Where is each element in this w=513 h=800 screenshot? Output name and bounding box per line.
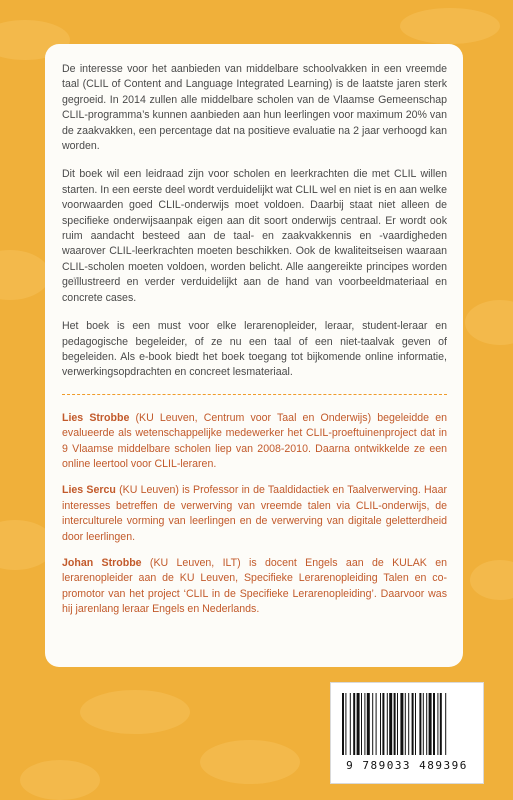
intro-paragraph-3: Het boek is een must voor elke lerarenopleider, leraar, student-leraar en pedagogische begeleider, of ze nu een taal of een niet-taalvak geven of begeleiden. Als e-book biedt het boek toegang tot bijkomende online informatie, verwerkingsopdrachten en concreet lesmateriaal. — [62, 320, 447, 379]
background-cloud — [80, 690, 190, 734]
author-bio-johan-strobbe — [62, 556, 447, 618]
intro-paragraph-2: Dit boek wil een leidraad zijn voor scholen en leerkrachten die met CLIL willen starten. In een eerste deel wordt verduidelijkt wat CLIL wel en niet is en aan welke voorwaarden goed CLIL-onderwijs moet voldoen. Daarbij staat niet alleen de specifieke onderwijsaanpak eigen aan dit soort onderwijs centraal. Er wordt ook ruim aandacht besteed aan de taal- en zaakvakkennis en -vaardigheden waarover CLIL-leerkrachten moeten beschikken. Ook de kwaliteitseisen waaraan CLIL-scholen moeten voldoen, worden belicht. Alle aangereikte principes worden geïllustreerd en verder verduidelijkt aan de hand van voorbeeldmateriaal en concrete cases. — [62, 168, 447, 304]
background-cloud — [20, 760, 100, 800]
intro-paragraph-1: De interesse voor het aanbieden van middelbare schoolvakken in een vreemde taal (CLIL of Content and Language Integrated Learning) is de laatste jaren sterk gegroeid. In 2014 zullen alle middelbare scholen van de Vlaamse Gemeenschap CLIL-programma’s kunnen aanbieden aan hun leerlingen voor maximum 20% van de zaakvakken, een percentage dat na positieve evaluatie na 2 jaar verhoogd kan worden. — [62, 63, 447, 153]
background-cloud — [470, 560, 513, 600]
barcode-bars — [341, 693, 473, 755]
author-name: Lies Sercu — [62, 484, 116, 497]
author-bio-strobbe — [62, 411, 447, 473]
isbn-number: 9 789033 489396 — [346, 759, 468, 772]
author-bio-sercu — [62, 483, 447, 545]
background-cloud — [200, 740, 300, 784]
back-cover-text-panel — [45, 44, 463, 667]
author-name: Johan Strobbe — [62, 556, 142, 569]
author-name: Lies Strobbe — [62, 411, 130, 424]
author-bio-text: (KU Leuven, Centrum voor Taal en Onderwijs) begeleidde en evalueerde als wetenschappelijke medewerker het CLIL-proeftuinenproject dat in 9 Vlaamse middelbare scholen liep van 2008-2010. Daarna ontwikkelde ze een online leertool voor CLIL-leraren. — [62, 411, 447, 470]
background-cloud — [400, 8, 500, 44]
section-divider — [62, 394, 447, 395]
isbn-barcode — [330, 682, 484, 784]
background-cloud — [0, 250, 50, 300]
background-cloud — [465, 300, 513, 345]
author-bio-text: (KU Leuven, ILT) is docent Engels aan de KULAK en lerarenopleider aan de KU Leuven, Specifieke Lerarenopleiding Talen en co-promotor van het project ‘CLIL in de Specifieke Lerarenopleiding’. Daarvoor was hij jarenlang leraar Engels en Nederlands. — [62, 556, 447, 616]
author-bio-text: (KU Leuven) is Professor in de Taaldidactiek en Taalverwerving. Haar interesses betreffen de verwerving van vreemde talen via CLIL-onderwijs, de interculturele vorming van leerlingen en de verwerving van digitale geletterdheid door leerlingen. — [62, 484, 447, 543]
